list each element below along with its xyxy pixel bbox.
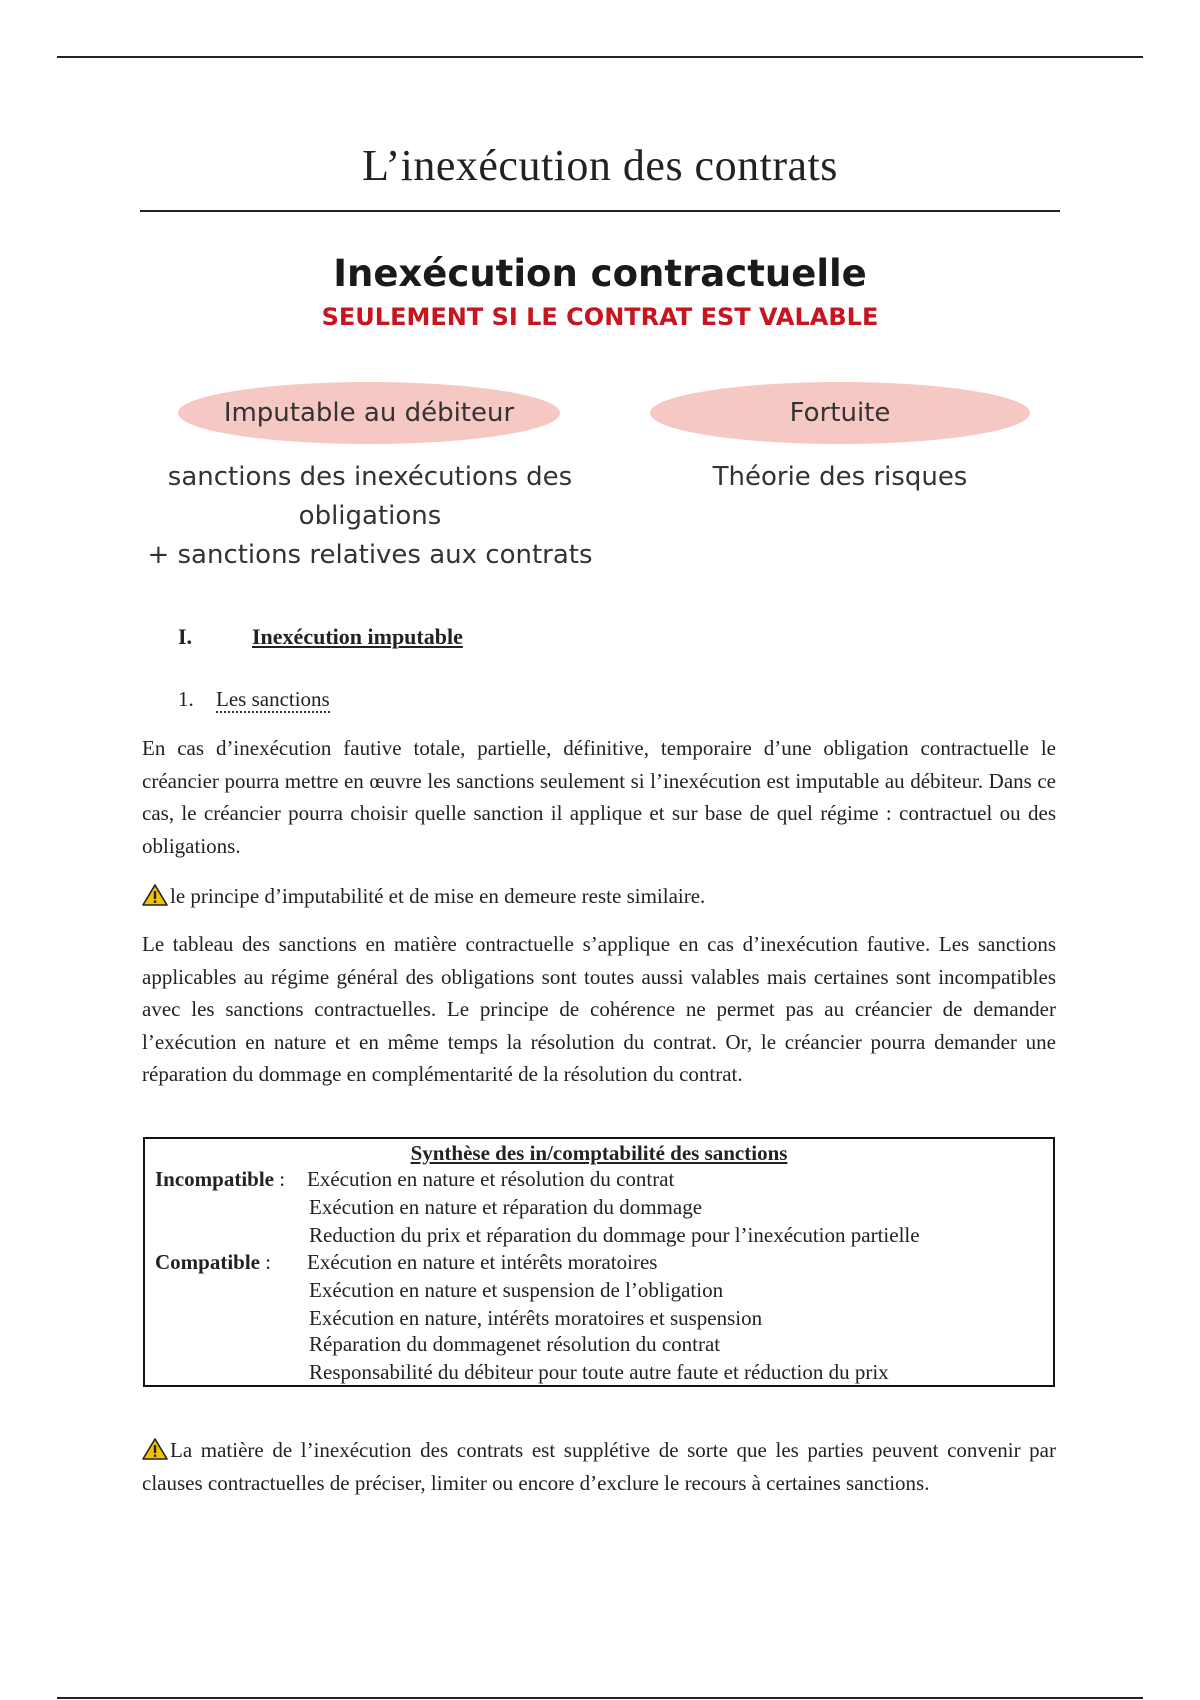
compatible-item: Exécution en nature et suspension de l’obligation [309, 1278, 724, 1302]
label-colon: : [260, 1250, 272, 1274]
incompatible-item: Exécution en nature et résolution du contrat [307, 1167, 675, 1191]
slide-title: Inexécution contractuelle [333, 252, 867, 295]
title-underline [140, 210, 1060, 212]
warning-text: La matière de l’inexécution des contrats est supplétive de sorte que les parties peuvent convenir par clauses contractuelles de préciser, limiter ou encore d’exclure le recours à certaines sanctions. [142, 1438, 1056, 1495]
imputable-description [140, 458, 600, 575]
subsection-title: Les sanctions [216, 687, 330, 711]
incompatible-label-text: Incompatible [155, 1167, 275, 1191]
imputable-oval-label: Imputable au débiteur [223, 398, 515, 428]
warning-icon [142, 1438, 168, 1460]
subsection-heading [178, 687, 330, 712]
warning-text: le principe d’imputabilité et de mise en demeure reste similaire. [170, 884, 706, 908]
compatible-label-text: Compatible [155, 1250, 260, 1274]
document-title: L’inexécution des contrats [362, 141, 838, 190]
compatible-item: Exécution en nature, intérêts moratoires et suspension [309, 1306, 763, 1330]
warning-paragraph-suppletive [142, 1434, 1056, 1499]
section-heading [178, 624, 463, 650]
synthesis-row [145, 1360, 1053, 1388]
imputable-line: obligations [298, 501, 442, 531]
synthesis-row [145, 1332, 1053, 1360]
synthesis-row [145, 1195, 1053, 1223]
synthesis-row [145, 1223, 1053, 1251]
compatible-label [155, 1250, 271, 1275]
warning-icon [142, 884, 168, 906]
page-top-rule [57, 56, 1143, 58]
compatible-item: Responsabilité du débiteur pour toute autre faute et réduction du prix [309, 1360, 889, 1384]
warning-paragraph-imputabilite [142, 880, 1056, 913]
section-title: Inexécution imputable [252, 624, 463, 649]
compatible-item: Réparation du dommagenet résolution du contrat [309, 1332, 721, 1356]
synthesis-box [143, 1137, 1055, 1387]
subsection-number: 1. [178, 687, 194, 711]
imputable-oval [178, 382, 560, 444]
incompatible-item: Reduction du prix et réparation du dommage pour l’inexécution partielle [309, 1223, 920, 1247]
synthesis-row [145, 1167, 1053, 1195]
synthesis-title: Synthèse des in/comptabilité des sanctions [410, 1141, 788, 1165]
label-colon: : [274, 1167, 286, 1191]
imputable-line: + sanctions relatives aux contrats [147, 540, 593, 570]
fortuite-line: Théorie des risques [712, 462, 968, 492]
section-number: I. [178, 624, 193, 649]
synthesis-row [145, 1278, 1053, 1306]
paragraph-sanctions-intro: En cas d’inexécution fautive totale, partielle, définitive, temporaire d’une obligation contractuelle le créancier pourra mettre en œuvre les sanctions seulement si l’inexécution est imputable au débiteur. Dans ce cas, le créancier pourra choisir quelle sanction il applique et sur base de quel régime : contractuel ou des obligations. [142, 736, 1056, 858]
page-bottom-rule [57, 1697, 1143, 1699]
fortuite-oval [650, 382, 1030, 444]
synthesis-row [145, 1250, 1053, 1278]
slide-subtitle: SEULEMENT SI LE CONTRAT EST VALABLE [321, 303, 879, 331]
synthesis-row [145, 1306, 1053, 1334]
fortuite-description [640, 458, 1040, 497]
compatible-item: Exécution en nature et intérêts moratoires [307, 1250, 658, 1274]
imputable-line: sanctions des inexécutions des [167, 462, 573, 492]
incompatible-label [155, 1167, 285, 1192]
incompatible-item: Exécution en nature et réparation du dommage [309, 1195, 703, 1219]
paragraph-tableau-sanctions: Le tableau des sanctions en matière contractuelle s’applique en cas d’inexécution fautive. Les sanctions applicables au régime général des obligations sont toutes aussi valables mais certaines sont incompatibles avec les sanctions contractuelles. Le principe de cohérence ne permet pas au créancier de demander l’exécution en nature et en même temps la résolution du contrat. Or, le créancier pourra demander une réparation du dommage en complémentarité de la résolution du contrat. [142, 932, 1056, 1086]
fortuite-oval-label: Fortuite [789, 398, 891, 428]
